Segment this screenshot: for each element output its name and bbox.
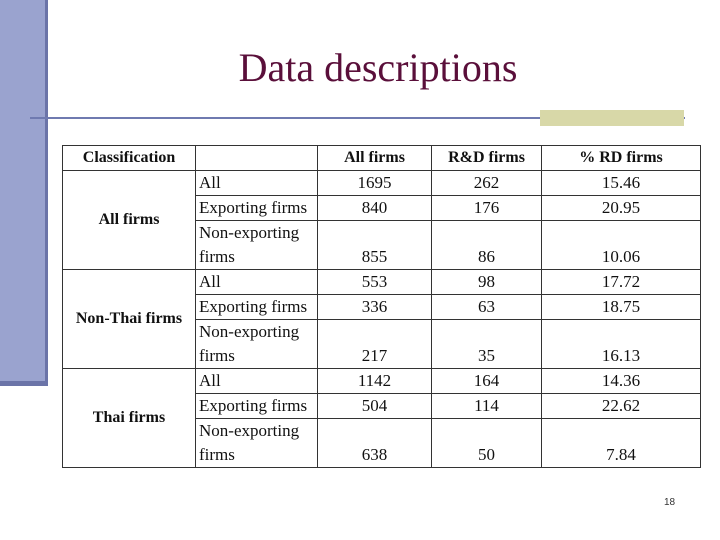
- all-cell: 336: [318, 295, 432, 320]
- subgroup-cell: [196, 221, 318, 270]
- rd-cell: 63: [432, 295, 542, 320]
- group-label: Non-Thai firms: [63, 270, 196, 369]
- rd-cell: 98: [432, 270, 542, 295]
- pct-cell: 17.72: [542, 270, 701, 295]
- rd-cell: 86: [432, 221, 542, 270]
- pct-cell: 22.62: [542, 394, 701, 419]
- table-row: [63, 369, 701, 394]
- subgroup-cell: All: [196, 369, 318, 394]
- subgroup-cell: [196, 320, 318, 369]
- pct-cell: 14.36: [542, 369, 701, 394]
- all-cell: 1142: [318, 369, 432, 394]
- table-row: [63, 171, 701, 196]
- subgroup-cell: Exporting firms: [196, 196, 318, 221]
- pct-cell: 7.84: [542, 419, 701, 468]
- all-cell: 553: [318, 270, 432, 295]
- pct-cell: 20.95: [542, 196, 701, 221]
- subgroup-line1: Non-exporting: [199, 223, 300, 242]
- subgroup-line2: firms: [199, 247, 235, 266]
- subgroup-line1: Non-exporting: [199, 421, 300, 440]
- page-number: 18: [664, 497, 676, 508]
- header-classification: Classification: [63, 146, 196, 171]
- pct-cell: 10.06: [542, 221, 701, 270]
- pct-cell: 18.75: [542, 295, 701, 320]
- subgroup-line2: firms: [199, 445, 235, 464]
- subgroup-cell: [196, 419, 318, 468]
- subgroup-line1: Non-exporting: [199, 322, 300, 341]
- all-cell: 840: [318, 196, 432, 221]
- slide-side-bar-bottom: [0, 381, 48, 386]
- subgroup-cell: All: [196, 171, 318, 196]
- all-cell: 638: [318, 419, 432, 468]
- title-accent-block: [540, 110, 684, 126]
- rd-cell: 114: [432, 394, 542, 419]
- rd-cell: 50: [432, 419, 542, 468]
- data-table: [62, 145, 701, 468]
- table-row: [63, 270, 701, 295]
- group-label: Thai firms: [63, 369, 196, 468]
- subgroup-line2: firms: [199, 346, 235, 365]
- table-header-row: [63, 146, 701, 171]
- subgroup-cell: All: [196, 270, 318, 295]
- subgroup-cell: Exporting firms: [196, 394, 318, 419]
- all-cell: 504: [318, 394, 432, 419]
- slide-title: Data descriptions: [238, 45, 518, 90]
- rd-cell: 176: [432, 196, 542, 221]
- pct-cell: 15.46: [542, 171, 701, 196]
- pct-cell: 16.13: [542, 320, 701, 369]
- header-all-firms: All firms: [318, 146, 432, 171]
- all-cell: 1695: [318, 171, 432, 196]
- header-subgroup: [196, 146, 318, 171]
- group-label: All firms: [63, 171, 196, 270]
- subgroup-cell: Exporting firms: [196, 295, 318, 320]
- all-cell: 217: [318, 320, 432, 369]
- all-cell: 855: [318, 221, 432, 270]
- rd-cell: 164: [432, 369, 542, 394]
- header-pct-rd-firms: % RD firms: [542, 146, 701, 171]
- rd-cell: 262: [432, 171, 542, 196]
- rd-cell: 35: [432, 320, 542, 369]
- header-rd-firms: R&D firms: [432, 146, 542, 171]
